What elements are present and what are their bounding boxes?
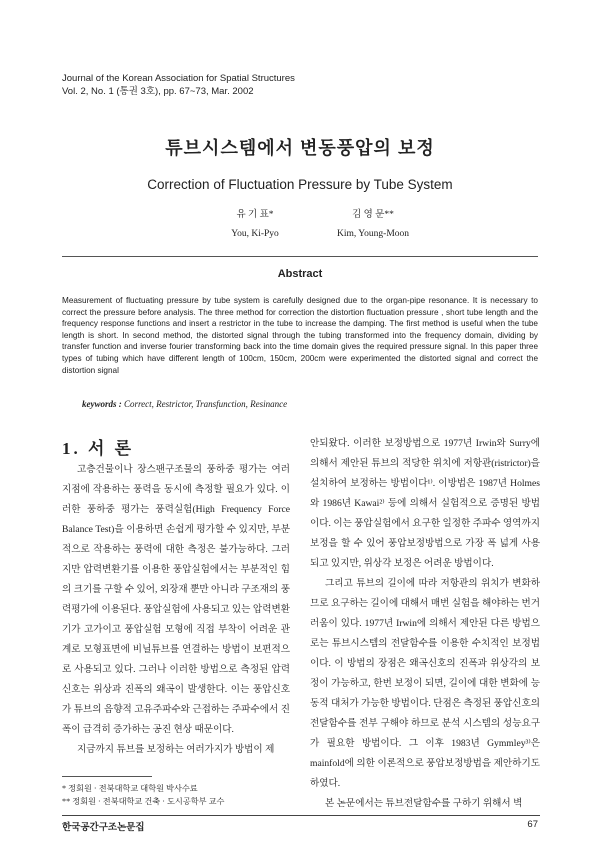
section-heading: 1. 서 론: [62, 439, 135, 458]
body-paragraph: 본 논문에서는 튜브전달함수를 구하기 위해서 벽: [325, 798, 523, 809]
author-1: [210, 206, 300, 244]
page-number: 67: [527, 819, 538, 830]
footnote-divider: [62, 776, 152, 777]
keywords-text: Correct, Restrictor, Transfunction, Resinance: [124, 399, 288, 409]
footnote-1: * 정회원 · 전북대학교 대학원 박사수료: [62, 784, 198, 793]
paper-title-korean: 튜브시스템에서 변동풍압의 보정: [165, 138, 435, 158]
body-column-right: [310, 434, 540, 814]
paper-title-english: Correction of Fluctuation Pressure by Tube System: [147, 177, 453, 192]
footer-divider: [62, 815, 540, 816]
footer-journal-name: 한국공간구조논문집: [62, 822, 145, 833]
body-column-left: [62, 460, 290, 760]
author-1-name-en: You, Ki-Pyo: [231, 229, 279, 239]
journal-issue: Vol. 2, No. 1 (통권 3호), pp. 67~73, Mar. 2002: [62, 86, 254, 97]
journal-name: Journal of the Korean Association for Spatial Structures: [62, 73, 295, 84]
body-paragraph: 안되왔다. 이러한 보정방법으로 1977년 Irwin와 Surry에 의해서 제안된 튜브의 적당한 위치에 저항관(ristrictor)을 설치하여 보정하는 방법이다¹⁾. 이방법은 1987년 Holmes와 1986년 Kawai²⁾ 등에 의해서 실험적으로 증명된 방법이다. 이는 풍압실험에서 요구한 일정한 주파수 영역까지 보정을 할 수 있어 풍압보정방법으로 가장 폭 넓게 사용되고 있지만, 위상각 보정은 어려운 방법이다.: [310, 438, 540, 569]
footnotes: [62, 782, 224, 808]
abstract-heading: Abstract: [277, 268, 323, 280]
abstract-text: Measurement of fluctuating pressure by tube system is carefully designed due to the organ-pipe resonance. It is necessary to correct the pressure before analysis. The three method for correction the distortion fluctuation pressure , short tube length and the frequency response functions and insert a restrictor in the tube to increase the damping. The first method is useful when the tube length is short. In second method, the distorted signal through the tubing transformed into the frequency domain, dividing by transfer function and inverse fourier transforming back into the time domain gives the required pressure signal. In this paper three types of tubing which have different length of 100cm, 150cm, 200cm were experimented the distorted signal and correct the distortion signal: [62, 296, 538, 375]
body-paragraph: 그리고 튜브의 길이에 따라 저항관의 위치가 변화하므로 요구하는 길이에 대해서 매번 실험을 해야하는 번거러움이 있다. 1977년 Irwin에 의해서 제안된 다른 방법으로는 튜브시스템의 전달함수를 이용한 수치적인 보정법이다. 이 방법의 장점은 왜곡신호의 진폭과 위상각의 보정이 가능하고, 한번 보정이 되면, 길이에 대한 변화에 능동적 대처가 가능한 방법이다. 단점은 측정된 풍압신호의 전달함수를 전부 구해야 하므로 분석 시스템의 성능요구가 필요한 방법이다. 그 이후 1983년 Gymmley³⁾은 mainfold에 의한 이론적으로 풍압보정방법을 제안하기도 하였다.: [310, 578, 540, 789]
abstract-divider: [62, 256, 538, 257]
body-paragraph: 지금까지 튜브를 보정하는 여러가지가 방법이 제: [77, 744, 275, 755]
keywords: [82, 399, 287, 409]
footnote-2: ** 정회원 · 전북대학교 건축 · 도시공학부 교수: [62, 797, 225, 806]
journal-header: [62, 72, 295, 98]
author-2: [318, 206, 428, 244]
keywords-label: keywords :: [82, 399, 122, 409]
author-2-name-en: Kim, Young-Moon: [336, 229, 410, 239]
author-2-name-ko: 김 영 문**: [352, 210, 394, 220]
body-paragraph: 고층건물이나 장스팬구조물의 풍하중 평가는 여러 지점에 작용하는 풍력을 동시에 측정할 필요가 있다. 이러한 풍하중 평가는 풍력실험(High Frequency Force Balance Test)을 이용하면 손쉽게 평가할 수 있지만, 부분적으로 작용하는 풍력에 대한 측정은 불가능하다. 그러지만 압력변환기를 이용한 풍압실험에서는 부분적인 힘의 크기를 구할 수 있어, 외장재 뿐만 아니라 구조재의 풍력평가에 이용된다. 풍압실험에 사용되고 있는 압력변환기가 고가이고 풍압실험 모형에 직접 부착이 어려운 관계로 모형표면에 비닐튜브를 연결하는 방법이 보편적으로 사용되고 있다. 그러나 이러한 방법으로 측정된 압력신호는 위상과 진폭의 왜곡이 발생한다. 이는 풍압신호가 튜브의 음향적 고유주파수와 근접하는 주파수에서 진폭이 급격히 증가하는 공진 현상 때문이다.: [62, 464, 290, 735]
author-1-name-ko: 유 기 표*: [236, 210, 274, 220]
